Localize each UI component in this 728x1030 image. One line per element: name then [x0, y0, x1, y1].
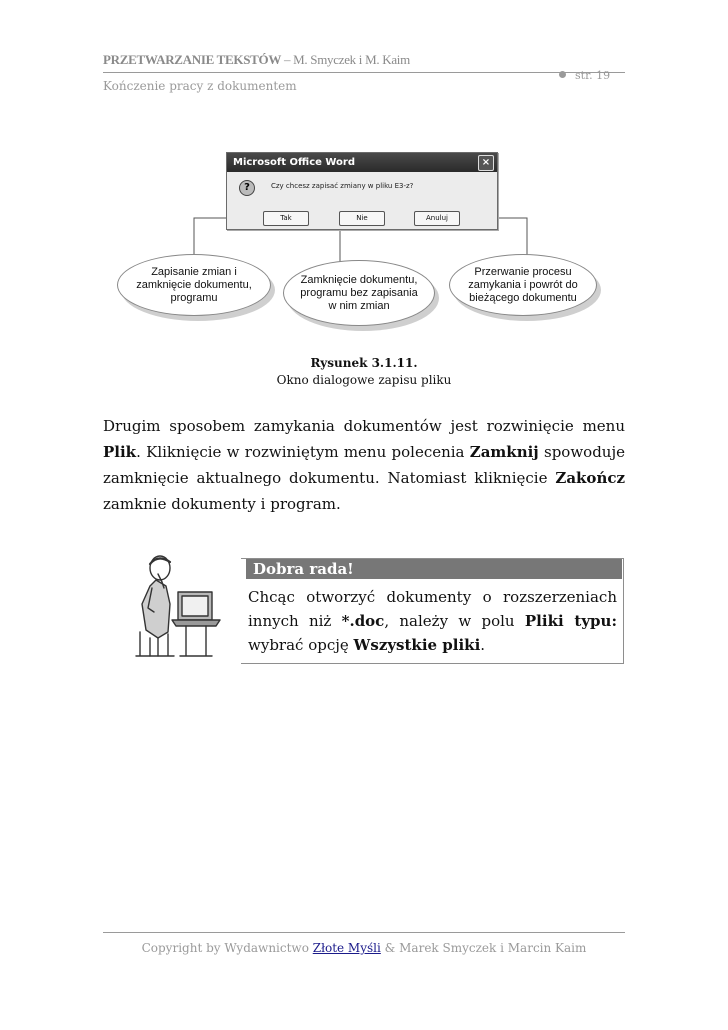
- body-text-4: zamknie dokumenty i program.: [103, 495, 341, 513]
- figure-number: Rysunek 3.1.11.: [310, 356, 418, 370]
- dialog-message: Czy chcesz zapisać zmiany w pliku E3-z?: [271, 182, 414, 190]
- header-title-bold: PRZETWARZANIE TEKSTÓW: [103, 52, 282, 67]
- page-number: str. 19: [575, 69, 611, 82]
- tip-text-1: Chcąc otworzyć dokumenty o rozszerzeniach innych niż: [248, 588, 617, 630]
- tip-heading: Dobra rada!: [246, 559, 622, 579]
- callout-cancel-text: Przerwanie procesu zamykania i powrót do bieżącego dokumentu: [468, 265, 578, 304]
- footer-prefix: Copyright by Wydawnictwo: [141, 941, 313, 955]
- term-zamknij: Zamknij: [469, 443, 539, 461]
- close-icon[interactable]: ×: [478, 155, 494, 171]
- body-text-2: . Kliknięcie w rozwiniętym menu polecenia: [136, 443, 470, 461]
- callout-save: [117, 254, 271, 316]
- body-text-3: spowoduje zamknięcie aktualnego dokumentu. Natomiast kliknięcie: [103, 443, 625, 487]
- tip-term-doc: *.doc: [341, 612, 385, 630]
- dialog-titlebar: [227, 153, 497, 172]
- footer-suffix: & Marek Smyczek i Marcin Kaim: [380, 941, 587, 955]
- callout-save-text: Zapisanie zmian i zamknięcie dokumentu, programu: [136, 265, 252, 304]
- publisher-link[interactable]: Złote Myśli: [312, 941, 381, 955]
- figure-caption: Okno dialogowe zapisu pliku: [276, 373, 452, 387]
- body-paragraph: [103, 413, 625, 517]
- no-button[interactable]: Nie: [339, 211, 385, 226]
- tip-text-3: wybrać opcję: [248, 636, 354, 654]
- header-authors: – M. Smyczek i M. Kaim: [281, 52, 410, 67]
- tip-text-4: .: [480, 636, 486, 654]
- thinking-man-illustration: [128, 552, 228, 660]
- callout-dont-save: [283, 260, 435, 326]
- tip-text-2: , należy w polu: [384, 612, 525, 630]
- section-title: Kończenie pracy z dokumentem: [103, 79, 297, 93]
- footer-rule: [103, 932, 625, 933]
- save-dialog-window: [226, 152, 498, 230]
- cancel-button[interactable]: Anuluj: [414, 211, 460, 226]
- term-plik: Plik: [103, 443, 137, 461]
- callout-cancel: [449, 254, 597, 316]
- question-icon: ?: [239, 180, 255, 196]
- term-zakoncz: Zakończ: [555, 469, 625, 487]
- tip-term-file-type: Pliki typu:: [524, 612, 617, 630]
- tip-text: [248, 585, 617, 657]
- dialog-title: Microsoft Office Word: [233, 157, 356, 168]
- copyright-footer: [103, 941, 625, 955]
- yes-button[interactable]: Tak: [263, 211, 309, 226]
- callout-dont-save-text: Zamknięcie dokumentu, programu bez zapisania w nim zmian: [300, 273, 418, 312]
- body-text-1: Drugim sposobem zamykania dokumentów jest rozwinięcie menu: [103, 417, 625, 435]
- tip-term-all-files: Wszystkie pliki: [353, 636, 481, 654]
